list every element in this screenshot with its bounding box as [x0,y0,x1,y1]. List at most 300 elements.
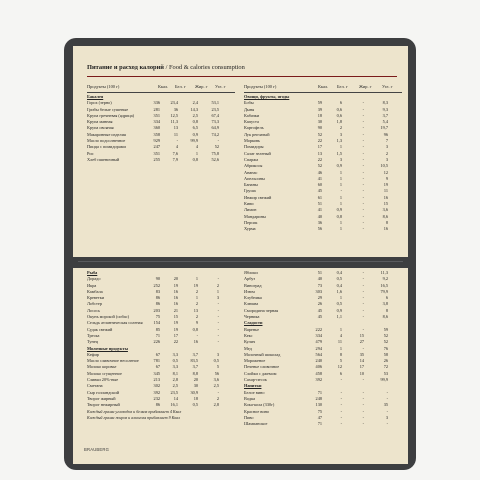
protein-cell: - [340,377,342,383]
fat-cell: 18 [193,395,198,401]
protein-cell: 1 [339,169,342,175]
product-name: Мороженое [244,358,266,364]
fat-cell: 2 [195,314,198,320]
product-name: Икра [87,282,97,288]
product-name: Камбала [87,288,103,294]
carb-cell: 15 [383,201,388,207]
kcal-cell: 40 [317,213,322,219]
fat-cell: - [362,207,364,213]
fat-cell: - [362,389,364,395]
fat-cell: 14,3 [190,106,198,112]
product-name: Грибы белые сушеные [87,106,129,112]
carb-cell: 5,4 [382,119,388,125]
fat-cell: - [362,288,364,294]
fat-cell: 99,9 [190,138,198,144]
protein-cell: 1 [339,182,342,188]
carb-cell: 73,3 [211,119,219,125]
carb-cell: 8,6 [382,314,388,320]
fat-cell: 2,4 [192,100,198,106]
product-name: Молоко коровье [87,364,117,370]
protein-cell: 19 [173,282,178,288]
carb-cell: 59 [383,326,388,332]
product-name: Капуста [244,119,259,125]
carb-cell: 8,3 [382,100,388,106]
carb-cell: 11 [383,188,388,194]
fat-cell: - [362,188,364,194]
fat-cell: - [362,100,364,106]
header-protein: Бел. г [175,84,186,89]
product-name: Виноград [244,282,262,288]
fat-cell: - [362,194,364,200]
fat-cell: - [362,175,364,181]
fat-cell: 0,9 [192,131,198,137]
kcal-cell: 59 [317,100,322,106]
carb-cell: 53,1 [211,100,219,106]
kcal-cell: 255 [153,156,160,162]
carb-cell: - [386,389,388,395]
kcal-cell: 130 [315,402,322,408]
header-fat: Жир. г [195,84,208,89]
product-name: Пицца с помидорами [87,144,126,150]
fat-cell: 1 [195,276,198,282]
fat-cell: - [196,332,198,338]
protein-cell: 11,3 [170,119,178,125]
fat-cell: 2 [195,301,198,307]
fat-cell: - [362,282,364,288]
product-name: Красное вино [244,408,270,414]
product-name: Салат зеленый [244,150,271,156]
product-name: Сельдь атлантическая соленая [87,320,143,326]
product-name: Лосось [87,307,101,313]
protein-cell: 1,3 [336,138,342,144]
fat-cell: 27 [359,339,364,345]
fat-cell: - [362,150,364,156]
product-name: Окунь морской (сибас) [87,314,129,320]
carb-cell: 2,5 [213,383,219,389]
protein-cell: 12,5 [170,112,178,118]
product-name: Мед [244,345,252,351]
protein-cell: 11 [173,131,178,137]
kcal-cell: 226 [153,339,160,345]
product-name: Яблоки [244,270,258,275]
product-name: Лимон [244,207,257,213]
section-title: Напитки [244,383,262,389]
kcal-cell: 71 [317,389,322,395]
fat-cell: - [362,314,364,320]
carb-cell: 19,7 [380,125,388,131]
header-carb: Угл. г [215,84,226,89]
fat-cell: 30 [193,383,198,389]
protein-cell: 3 [339,131,342,137]
protein-cell: 14 [173,395,178,401]
fat-cell: - [362,144,364,150]
fat-cell: 20 [193,377,198,383]
carb-cell: 9 [385,175,388,181]
product-name: Дорадо [87,276,101,282]
carb-cell: - [217,307,219,313]
carb-cell: - [217,320,219,326]
protein-cell: 7,6 [172,150,178,156]
carb-cell: 23,5 [211,106,219,112]
table-header [87,84,235,92]
carb-cell: 76 [383,345,388,351]
kcal-cell: 86 [155,301,160,307]
product-name: Молоко сгущенное [87,370,122,376]
carb-cell: 2 [385,150,388,156]
kcal-cell: 90 [317,125,322,131]
fat-cell: 19 [193,282,198,288]
kcal-cell: 351 [153,112,160,118]
carb-cell: - [217,339,219,345]
carb-cell: 8,6 [382,213,388,219]
header-carb: Угл. г [382,84,393,89]
fat-cell: 10 [359,370,364,376]
product-name: Кефир [87,351,99,357]
fat-cell: - [362,112,364,118]
product-name: Бананы [244,182,258,188]
protein-cell: - [176,138,178,144]
protein-cell: 19 [173,326,178,332]
protein-cell: 4 [175,144,178,150]
product-name: Творог нежирный [87,402,120,408]
product-name: Арбуз [244,276,256,282]
protein-cell: 3,3 [172,351,178,357]
kcal-cell: 458 [315,370,322,376]
fat-cell: 9 [195,320,198,326]
kcal-cell: 60 [317,182,322,188]
kcal-cell: 47 [317,414,322,420]
kcal-cell: 22 [317,156,322,162]
carb-cell: 56 [214,370,219,376]
fat-cell: 2 [195,288,198,294]
protein-cell: 0,8 [336,213,342,219]
table-row [244,226,402,232]
fat-cell: 6,5 [192,125,198,131]
protein-cell: 0,9 [336,163,342,169]
footnote-text: Каждый грамм жиров и алкоголя прибавляет 9 Ккал [87,414,181,420]
table-fish-dairy [87,270,235,421]
kcal-cell: 247 [153,144,160,150]
fat-cell: 14 [359,358,364,364]
fat-cell: 83,5 [190,358,198,364]
fat-cell: - [362,182,364,188]
carb-cell: 79,9 [380,288,388,294]
section-title: Бакалея [87,94,104,99]
protein-cell: 20 [173,276,178,282]
kcal-cell: 334 [153,119,160,125]
section-title: Сладости [244,320,263,326]
page-gutter [73,257,408,268]
fat-cell: - [362,226,364,232]
protein-cell: 1,6 [336,288,342,294]
kcal-cell: 45 [317,188,322,194]
protein-cell: 1 [339,345,342,351]
protein-cell: 17 [173,332,178,338]
protein-cell: 1,5 [336,150,342,156]
kcal-cell: 392 [153,389,160,395]
carb-cell: 2,8 [213,402,219,408]
product-name: Изюм [244,288,255,294]
kcal-cell: 52 [317,131,322,137]
protein-cell: - [340,414,342,420]
protein-cell: 15 [173,314,178,320]
product-name: Мандарины [244,213,266,219]
carb-cell: 52 [383,332,388,338]
carb-cell: 9,2 [382,276,388,282]
carb-cell: 35 [383,402,388,408]
kcal-cell: 13 [317,150,322,156]
kcal-cell: 67 [155,364,160,370]
fat-cell: - [362,377,364,383]
protein-cell: 1,1 [336,314,342,320]
product-name: Клубника [244,295,262,301]
carb-cell: 58 [383,351,388,357]
carb-cell: 67,4 [211,112,219,118]
fat-cell: 4 [195,144,198,150]
kcal-cell: 406 [315,364,322,370]
carb-cell: 75,8 [211,150,219,156]
carb-cell: 2 [216,282,219,288]
fat-cell: 3,7 [192,364,198,370]
fat-cell: - [362,169,364,175]
carb-cell: 7 [385,138,388,144]
carb-cell: - [217,301,219,307]
carb-cell: 64,9 [211,125,219,131]
kcal-cell: 41 [317,175,322,181]
product-name: Масло сливочное несоленое [87,358,139,364]
header-rule [244,92,402,93]
product-name: Масло подсолнечное [87,138,126,144]
kcal-cell: 51 [317,201,322,207]
product-name: Судак свежий [87,326,113,332]
protein-cell: 0,9 [336,307,342,313]
kcal-cell: 232 [153,395,160,401]
protein-cell: 1 [339,175,342,181]
section-title: Молочные продукты [87,345,128,351]
header-product: Продукты (100 г) [244,84,277,89]
protein-cell: 3 [339,156,342,162]
carb-cell: 74,2 [211,131,219,137]
product-name: Спаржа [244,156,259,162]
product-name: Бобы [244,100,254,106]
product-name: Пиво [244,414,254,420]
product-name: Крупа гречневая (ядрица) [87,112,135,118]
protein-cell: 16 [173,295,178,301]
product-name: Груша [244,188,256,194]
kcal-cell: 360 [153,125,160,131]
fat-cell: - [362,421,364,427]
page-title [87,62,397,74]
fat-cell: - [362,408,364,414]
protein-cell: 0,5 [336,301,342,307]
table-fruits-sweets-drinks [244,270,402,427]
product-name: Хурма [244,226,256,232]
kcal-cell: 281 [153,106,160,112]
product-name: Кулич [244,339,256,345]
carb-cell: 8 [385,307,388,313]
kcal-cell: 345 [153,370,160,376]
fat-cell: - [362,131,364,137]
fat-cell: - [362,414,364,420]
header-protein: Бел. г [337,84,348,89]
kcal-cell: 71 [155,332,160,338]
carb-cell: 16 [383,226,388,232]
carb-cell: - [217,332,219,338]
product-name: Помидоры [244,144,264,150]
protein-cell: 1 [339,226,342,232]
header-product: Продукты (100 г) [87,84,120,89]
header-rule [87,92,235,93]
product-name: Слойки с джемом [244,370,277,376]
fat-cell: 0,5 [192,402,198,408]
kcal-cell: 294 [315,345,322,351]
product-name: Абрикосы [244,163,263,169]
carb-cell: 52 [214,144,219,150]
protein-cell: 2,5 [172,383,178,389]
fat-cell: 13 [193,307,198,313]
protein-cell: 16 [173,301,178,307]
fat-cell: 35 [359,351,364,357]
fat-cell: 0,8 [192,326,198,332]
protein-cell: 1,8 [336,119,342,125]
fat-cell: - [362,276,364,282]
product-name: Лобстер [87,301,102,307]
kcal-cell: 67 [155,351,160,357]
product-name: Киви [244,201,254,207]
protein-cell: 0,4 [336,282,342,288]
kcal-cell: 39 [317,106,322,112]
fat-cell: - [362,106,364,112]
protein-cell: 16 [173,288,178,294]
product-name: Морковь [244,138,261,144]
protein-cell: 11 [337,339,342,345]
carb-cell: - [217,314,219,320]
kcal-cell: 85 [155,326,160,332]
protein-cell: 0,9 [336,207,342,213]
product-name: Треска [87,332,100,338]
carb-cell: 16,5 [380,282,388,288]
protein-cell: 0,4 [336,270,342,275]
carb-cell: 3 [385,156,388,162]
kcal-cell: 479 [315,339,322,345]
kcal-cell: 46 [317,169,322,175]
product-name: Хлеб пшеничный [87,156,120,162]
product-name: Крупа овсяная [87,125,114,131]
kcal-cell: 351 [153,150,160,156]
protein-cell: - [340,421,342,427]
protein-cell: 7,9 [172,156,178,162]
fat-cell: 17 [359,364,364,370]
carb-cell: 16 [383,194,388,200]
fat-cell: - [362,345,364,351]
product-name: Макаронные изделия [87,131,126,137]
fat-cell: - [362,295,364,301]
title-rule [87,76,397,77]
carb-cell: - [217,138,219,144]
protein-cell: 2 [339,125,342,131]
carb-cell: 99,9 [380,377,388,383]
carb-cell: 3 [216,351,219,357]
kcal-cell: 56 [317,226,322,232]
product-name: Апельсины [244,175,265,181]
product-name: Тунец [87,339,99,345]
fat-cell: 1 [195,150,198,156]
fat-cell: - [362,326,364,332]
fat-cell: - [362,156,364,162]
kcal-cell: 302 [153,383,160,389]
protein-cell: 23,5 [170,389,178,395]
kcal-cell: 73 [317,282,322,288]
kcal-cell: 29 [317,295,322,301]
protein-cell: 6 [339,100,342,106]
protein-cell: 2,8 [172,377,178,383]
carb-cell: 72 [383,364,388,370]
protein-cell: 23,4 [170,100,178,106]
protein-cell: 1 [339,194,342,200]
carb-cell: - [386,408,388,414]
kcal-cell: 41 [317,207,322,213]
header-kcal: Ккал. [318,84,329,89]
kcal-cell: 26 [317,301,322,307]
fat-cell: - [362,402,364,408]
kcal-cell: 90 [155,276,160,282]
kcal-cell: 61 [317,194,322,200]
product-name: Шампанское [244,421,268,427]
product-name: Рис [87,150,94,156]
carb-cell: 3 [385,144,388,150]
carb-cell: - [217,389,219,395]
fat-cell: 1 [195,295,198,301]
product-name: Персик [244,219,258,225]
fat-cell: 2,5 [192,112,198,118]
kcal-cell: 240 [315,358,322,364]
carb-cell: 19 [383,182,388,188]
protein-cell: 8 [339,351,342,357]
kcal-cell: 45 [317,314,322,320]
header-kcal: Ккал. [158,84,169,89]
fat-cell: - [362,119,364,125]
kcal-cell: 40 [317,276,322,282]
carb-cell: 5 [216,364,219,370]
product-name: Белое вино [244,389,265,395]
product-name: Сметана [87,383,103,389]
footnote-text: Каждый грамм углеводов и белков прибавляет 4 Ккал [87,408,182,414]
protein-cell: - [340,408,342,414]
product-name: Сахар-песок [244,377,267,383]
table-bakery [87,84,235,163]
product-name: Дыня [244,106,255,112]
protein-cell: 5 [339,358,342,364]
protein-cell: 1 [339,201,342,207]
fat-cell: - [362,201,364,207]
product-name: Водка [244,395,256,401]
kcal-cell: 86 [155,295,160,301]
product-name: Клюква [244,301,259,307]
carb-cell: - [386,421,388,427]
carb-cell: 3 [216,295,219,301]
fat-cell: 3,7 [192,351,198,357]
protein-cell: 0,5 [172,358,178,364]
title-en: Food & calories consumption [168,64,245,71]
protein-cell: - [340,402,342,408]
carb-cell: 3,7 [382,112,388,118]
carb-cell: 52,6 [211,156,219,162]
kcal-cell: 781 [153,358,160,364]
product-name: Черника [244,314,260,320]
table-header [244,84,402,92]
product-name: Крупа манная [87,119,113,125]
product-name: Кабачки [244,112,260,118]
